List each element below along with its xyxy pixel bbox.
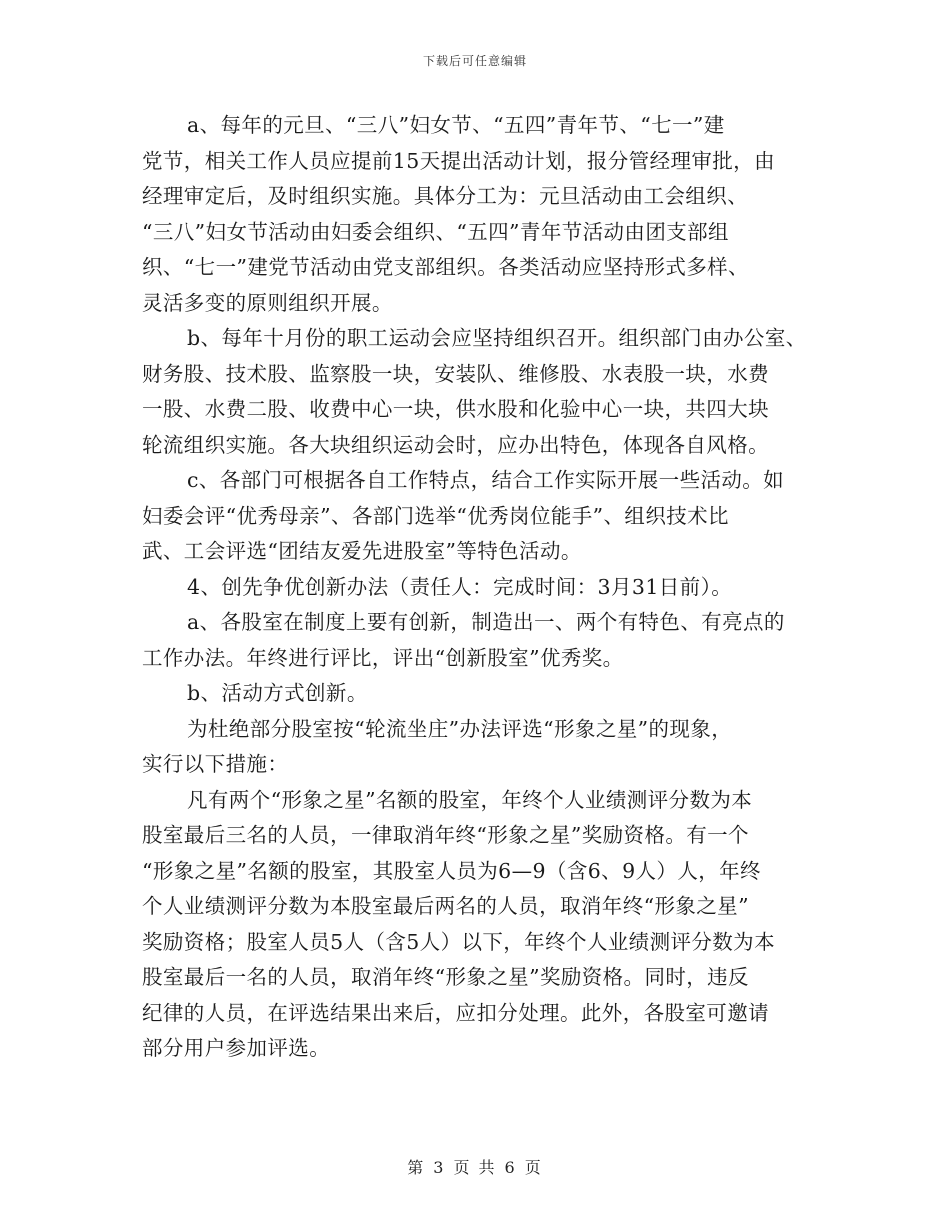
body-text-line: 经理审定后，及时组织实施。具体分工为：元旦活动由工会组织、 xyxy=(142,184,749,208)
body-text-line: 实行以下措施： xyxy=(142,752,289,776)
footer-prefix: 第 xyxy=(407,1158,426,1177)
body-text-line: 凡有两个“形象之星”名额的股室，年终个人业绩测评分数为本 xyxy=(187,787,753,812)
body-text-line: a、各股室在制度上要有创新，制造出一、两个有特色、有亮点的 xyxy=(187,610,785,634)
body-text-line: 纪律的人员，在评选结果出来后，应扣分处理。此外，各股室可邀请 xyxy=(142,1000,769,1025)
body-text-line: 党节，相关工作人员应提前15天提出活动计划，报分管经理审批，由 xyxy=(142,148,775,173)
body-text-line: 股室最后一名的人员，取消年终“形象之星”奖励资格。同时，违反 xyxy=(142,965,749,989)
body-text-line: 武、工会评选“团结友爱先进股室”等特色活动。 xyxy=(142,539,582,563)
current-page-number: 3 xyxy=(433,1158,446,1177)
body-text-line: 部分用户参加评选。 xyxy=(142,1036,331,1060)
body-text-line: “形象之星”名额的股室，其股室人员为6—9（含6、9人）人，年终 xyxy=(142,858,761,883)
body-text-line: 轮流组织实施。各大块组织运动会时，应办出特色，体现各自风格。 xyxy=(142,432,769,457)
body-text-line: 4、创先争优创新办法（责任人：完成时间：3月31日前）。 xyxy=(187,574,733,599)
body-text-line: 工作办法。年终进行评比，评出“创新股室”优秀奖。 xyxy=(142,645,624,670)
page-header-note: 下载后可任意编辑 xyxy=(422,54,527,68)
body-text-line: 个人业绩测评分数为本股室最后两名的人员，取消年终“形象之星” xyxy=(142,894,749,918)
body-text-line: b、每年十月份的职工运动会应坚持组织召开。组织部门由办公室、 xyxy=(187,326,807,350)
body-text-line: b、活动方式创新。 xyxy=(187,681,368,705)
body-text-line: c、各部门可根据各自工作特点，结合工作实际开展一些活动。如 xyxy=(187,468,785,492)
body-text-line: 股室最后三名的人员，一律取消年终“形象之星”奖励资格。有一个 xyxy=(142,823,749,847)
total-pages-number: 6 xyxy=(504,1158,517,1177)
body-text-line: 为杜绝部分股室按“轮流坐庄”办法评选“形象之星”的现象， xyxy=(187,716,733,741)
footer-suffix: 页 xyxy=(524,1158,543,1177)
document-body xyxy=(142,108,822,1067)
footer-middle: 页 共 xyxy=(453,1158,497,1177)
body-text-line: a、每年的元旦、“三八”妇女节、“五四”青年节、“七一”建 xyxy=(187,113,725,137)
body-text-line: 妇委会评“优秀母亲”、各部门选举“优秀岗位能手”、组织技术比 xyxy=(142,503,729,528)
body-text-line: “三八”妇女节活动由妇委会组织、“五四”青年节活动由团支部组 xyxy=(142,219,729,244)
body-text-line: 灵活多变的原则组织开展。 xyxy=(142,290,393,315)
body-text-line: 奖励资格；股室人员5人（含5人）以下，年终个人业绩测评分数为本 xyxy=(142,929,775,954)
body-text-line: 织、“七一”建党节活动由党支部组织。各类活动应坚持形式多样、 xyxy=(142,255,749,279)
body-text-line: 财务股、技术股、监察股一块，安装队、维修股、水表股一块，水费 xyxy=(142,361,769,386)
body-text-line: 一股、水费二股、收费中心一块，供水股和化验中心一块，共四大块 xyxy=(142,397,769,421)
page-footer xyxy=(0,1155,950,1178)
